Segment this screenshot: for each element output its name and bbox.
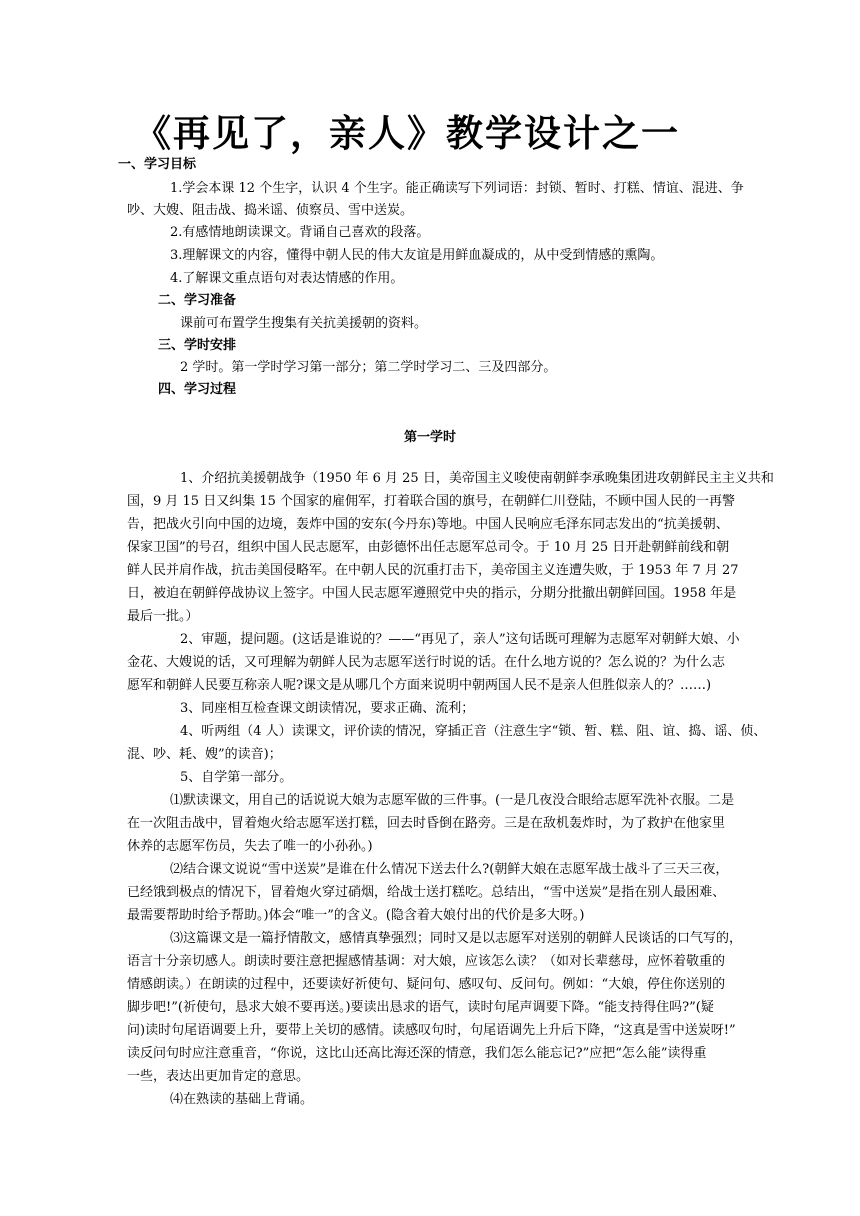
paragraph-5: 5、自学第一部分。: [180, 770, 293, 785]
subitem-3-line: 情感朗读。）在朗读的过程中，还要读好祈使句、疑问句、感叹句、反问句。例如：“大娘，停住你送别的: [127, 977, 726, 992]
paragraph-3: 3、同座相互检查课文朗读情况，要求正确、流利；: [180, 701, 475, 716]
paragraph-2-line: 愿军和朝鲜人民要互称亲人呢?课文是从哪几个方面来说明中朝两国人民不是亲人但胜似亲人的？……): [127, 678, 712, 693]
paragraph-1-line: 国，9 月 15 日又纠集 15 个国家的雇佣军，打着联合国的旗号，在朝鲜仁川登陆，不顾中国人民的一再警: [127, 494, 736, 509]
subitem-3-line: 读反问句时应注意重音，“你说，这比山还高比海还深的情意，我们怎么能忘记?”应把“怎么能”读得重: [127, 1046, 707, 1061]
paragraph-4-line: 4、听两组（4 人）读课文，评价读的情况，穿插正音（注意生字“锁、暂、糕、阻、谊、捣、谣、侦、: [180, 724, 767, 739]
paragraph-2-line: 金花、大嫂说的话，又可理解为朝鲜人民为志愿军送行时说的话。在什么地方说的？怎么说的？为什么志: [127, 655, 726, 670]
paragraph-1-line: 告，把战火引向中国的边境，轰炸中国的安东(今丹东)等地。中国人民响应毛泽东同志发出的“抗美援朝、: [127, 517, 729, 532]
subitem-3-line: 语言十分亲切感人。朗读时要注意把握感情基调：对大娘，应该怎么读？（如对长辈慈母，应怀着敬重的: [127, 954, 726, 969]
objective-3: 3.理解课文的内容，懂得中朝人民的伟大友谊是用鲜血凝成的，从中受到情感的熏陶。: [170, 248, 664, 263]
section-heading-objectives: 一、学习目标: [118, 157, 197, 172]
section-heading-process: 四、学习过程: [158, 382, 237, 397]
paragraph-1-line: 鲜人民并肩作战，抗击美国侵略军。在中朝人民的沉重打击下，美帝国主义连遭失败，于 1953 年 7 月 27: [127, 563, 739, 578]
objective-4: 4.了解课文重点语句对表达情感的作用。: [170, 271, 404, 286]
subitem-1-line: 休养的志愿军伤员，失去了唯一的小孙孙。): [127, 839, 373, 854]
subitem-2-line: 最需要帮助时给予帮助。)体会“唯一”的含义。(隐含着大娘付出的代价是多大呀。): [127, 908, 585, 923]
paragraph-1-line: 保家卫国”的号召，组织中国人民志愿军，由彭德怀出任志愿军总司令。于 10 月 25 日开赴朝鲜前线和朝: [127, 540, 730, 555]
lesson-heading: 第一学时: [403, 430, 456, 445]
subitem-3-line: 一些，表达出更加肯定的意思。: [127, 1069, 310, 1084]
paragraph-1-line: 最后一批。）: [127, 609, 199, 624]
section-heading-preparation: 二、学习准备: [158, 293, 237, 308]
objective-1-line-1: 1.学会本课 12 个生字，认识 4 个生字。能正确读写下列词语：封锁、暂时、打糕、情谊、混进、争: [170, 181, 744, 196]
subitem-1-line: 在一次阻击战中，冒着炮火给志愿军送打糕，回去时昏倒在路旁。三是在敌机轰炸时，为了救护在他家里: [127, 816, 726, 831]
subitem-2-line: ⑵结合课文说说“雪中送炭”是谁在什么情况下送去什么?(朝鲜大娘在志愿军战士战斗了三天三夜，: [170, 862, 729, 877]
paragraph-2-line: 2、审题，提问题。(这话是谁说的？——“再见了，亲人”这句话既可理解为志愿军对朝鲜大娘、小: [180, 632, 740, 647]
preparation-text: 课前可布置学生搜集有关抗美援朝的资料。: [180, 316, 428, 331]
subitem-3-line: 脚步吧!”(祈使句，恳求大娘不要再送。)要读出恳求的语气，读时句尾声调要下降。“能支持得住吗?”(疑: [127, 1000, 714, 1015]
paragraph-1-line: 1、介绍抗美援朝战争（1950 年 6 月 25 日，美帝国主义唆使南朝鲜李承晚集团进攻朝鲜民主主义共和: [180, 471, 774, 486]
objective-1-line-2: 吵、大嫂、阻击战、捣米谣、侦察员、雪中送炭。: [127, 203, 414, 218]
paragraph-1-line: 日，被迫在朝鲜停战协议上签字。中国人民志愿军遵照党中央的指示，分期分批撤出朝鲜回国。1958 年是: [127, 586, 737, 601]
schedule-text: 2 学时。第一学时学习第一部分；第二学时学习二、三及四部分。: [180, 360, 557, 375]
subitem-4: ⑷在熟读的基础上背诵。: [170, 1092, 314, 1107]
section-heading-schedule: 三、学时安排: [158, 338, 237, 353]
objective-2: 2.有感情地朗读课文。背诵自己喜欢的段落。: [170, 225, 430, 240]
subitem-2-line: 已经饿到极点的情况下，冒着炮火穿过硝烟，给战士送打糕吃。总结出，“雪中送炭”是指在别人最困难、: [127, 885, 726, 900]
subitem-3-line: 问)读时句尾语调要上升，要带上关切的感情。读感叹句时，句尾语调先上升后下降，“这真是雪中送炭呀!”: [127, 1023, 736, 1038]
paragraph-4-line: 混、吵、耗、嫂”的读音)；: [127, 747, 282, 762]
document-title: 《再见了，亲人》教学设计之一: [134, 111, 680, 155]
subitem-1-line: ⑴默读课文，用自己的话说说大娘为志愿军做的三件事。(一是几夜没合眼给志愿军洗补衣服。二是: [170, 793, 735, 808]
subitem-3-line: ⑶这篇课文是一篇抒情散文，感情真挚强烈；同时又是以志愿军对送别的朝鲜人民谈话的口气写的，: [170, 931, 743, 946]
